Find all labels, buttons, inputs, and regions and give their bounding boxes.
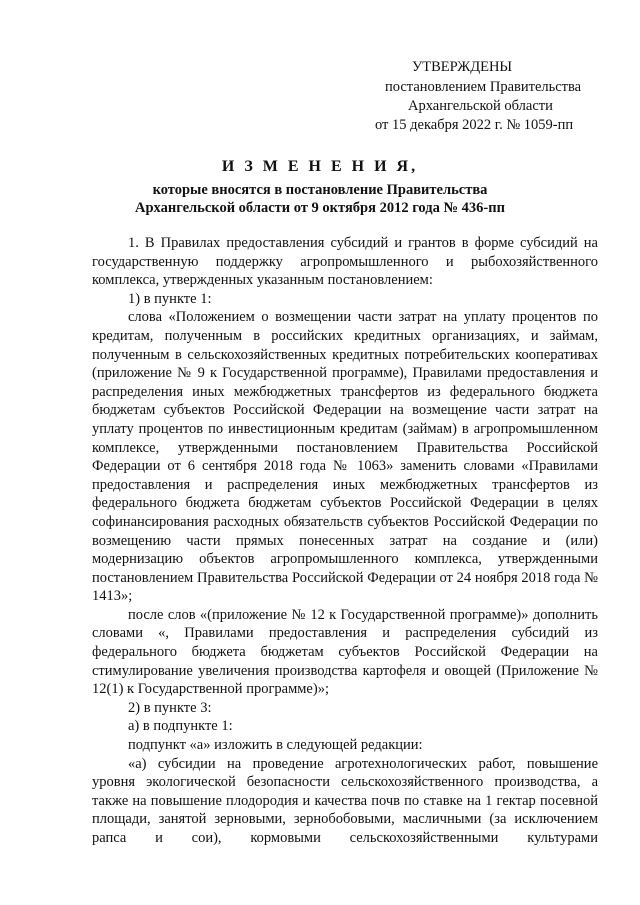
document-subtitle: которые вносятся в постановление Правительства — [152, 182, 488, 198]
document-body — [92, 234, 598, 848]
approval-line: Архангельской области — [408, 98, 553, 114]
paragraph: 1. В Правилах предоставления субсидий и грантов в форме субсидий на государственную поддержку агропромышленного и рыбохозяйственного комплекса, утвержденных указанным постановлением: — [92, 235, 598, 289]
approval-date: от 15 декабря 2022 г. № 1059-пп — [375, 117, 574, 133]
document-title: И З М Е Н Е Н И Я, — [221, 158, 419, 175]
approval-line: постановлением Правительства — [385, 79, 582, 95]
paragraph: подпункт «а» изложить в следующей редакции: — [128, 737, 423, 754]
approval-title: УТВЕРЖДЕНЫ — [412, 59, 513, 75]
paragraph: «а) субсидии на проведение агротехнологических работ, повышение уровня экологической безопасности сельскохозяйственного производства, а также на повышение плодородия и качества почв по ставке на 1 гектар посевной площади, занятой зерновыми, зернобобовыми, масличными (за исключением рапса и сои), кормовыми сельскохозяйственными культурами — [92, 755, 598, 846]
paragraph: 1) в пункте 1: — [128, 290, 212, 307]
paragraph: а) в подпункте 1: — [128, 718, 233, 735]
paragraph: 2) в пункте 3: — [128, 699, 212, 716]
paragraph: слова «Положением о возмещении части затрат на уплату процентов по кредитам, полученным в российских кредитных организациях, и займам, полученным в сельскохозяйственных кредитных потребительских кооперативах (приложение № 9 к Государственной программе), Правилами предоставления и распределения иных межбюджетных трансфертов из федерального бюджета бюджетам субъектов Российской Федерации на возмещение части затрат на уплату процентов по инвестиционным кредитам (займам) в агропромышленном комплексе, утвержденными постановлением Правительства Российской Федерации от 6 сентября 2018 года № 1063» заменить словами «Правилами предоставления и распределения иных межбюджетных трансфертов из федерального бюджета бюджетам субъектов Российской Федерации в целях софинансирования расходных обязательств субъектов Российской Федерации по возмещению части прямых понесенных затрат на создание и (или) модернизацию объектов агропромышленного комплекса, утвержденными постановлением Правительства Российской Федерации от 24 ноября 2018 года № 1413»; — [92, 309, 598, 605]
paragraph: после слов «(приложение № 12 к Государственной программе)» дополнить словами «, Правилами предоставления и распределения субсидий из федерального бюджета бюджетам субъектов Российской Федерации на стимулирование увеличения производства картофеля и овощей (Приложение № 12(1) к Государственной программе)»; — [92, 606, 598, 698]
document-subtitle: Архангельской области от 9 октября 2012 года № 436-пп — [135, 200, 505, 216]
